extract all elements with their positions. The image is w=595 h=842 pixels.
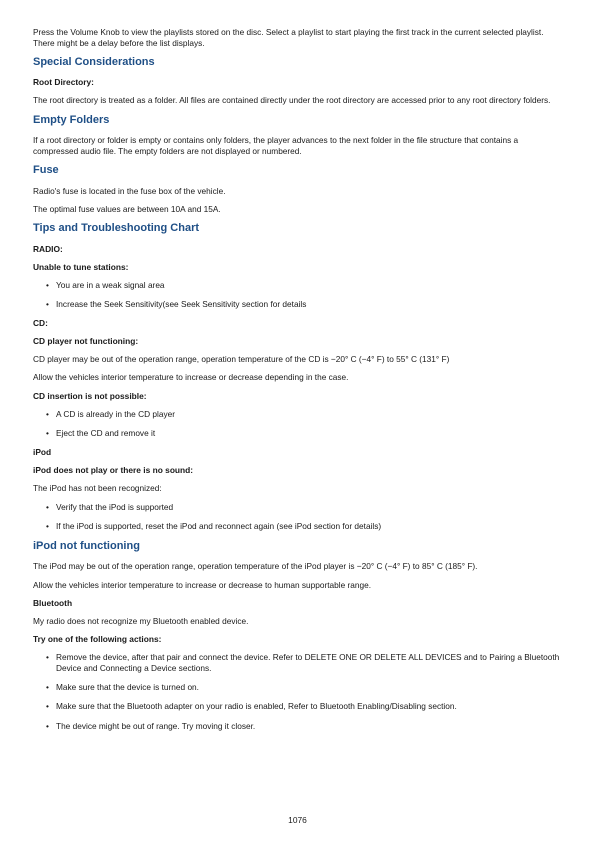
cd-label: CD: bbox=[33, 318, 48, 329]
ipod-list bbox=[33, 502, 563, 532]
intro-paragraph: Press the Volume Knob to view the playlists stored on the disc. Select a playlist to start playing the first track in the current selected playlist. There might be a delay before the list displays. bbox=[33, 27, 544, 48]
radio-label: RADIO: bbox=[33, 243, 63, 254]
list-item: • Remove the device, after that pair and connect the device. Refer to DELETE ONE OR DELETE ALL DEVICES and to Pairing a Bluetooth Device and Connecting a Device sections. bbox=[33, 652, 563, 673]
cd-list bbox=[33, 409, 563, 439]
cd-issue-not-functioning: CD player not functioning: bbox=[33, 336, 139, 347]
special-considerations-heading: Special Considerations bbox=[33, 55, 155, 68]
ipod-not-recognized-paragraph: The iPod has not been recognized: bbox=[33, 483, 162, 494]
bluetooth-label: Bluetooth bbox=[33, 598, 73, 609]
manual-page bbox=[33, 27, 563, 740]
list-item: • Eject the CD and remove it bbox=[33, 428, 563, 439]
empty-folders-heading: Empty Folders bbox=[33, 113, 110, 126]
bluetooth-list bbox=[33, 652, 563, 731]
fuse-location-paragraph: Radio's fuse is located in the fuse box of the vehicle. bbox=[33, 185, 226, 196]
list-item: • Make sure that the Bluetooth adapter on your radio is enabled, Refer to Bluetooth Enabling/Disabling section. bbox=[33, 701, 563, 712]
ipod-issue: iPod does not play or there is no sound: bbox=[33, 465, 194, 476]
list-item: • Increase the Seek Sensitivity(see Seek Sensitivity section for details bbox=[33, 299, 563, 310]
cd-allow-paragraph: Allow the vehicles interior temperature to increase or decrease depending in the case. bbox=[33, 372, 349, 383]
radio-issue: Unable to tune stations: bbox=[33, 261, 129, 272]
tips-troubleshooting-heading: Tips and Troubleshooting Chart bbox=[33, 222, 200, 235]
list-item: • A CD is already in the CD player bbox=[33, 409, 563, 420]
ipod-temperature-paragraph: The iPod may be out of the operation range, operation temperature of the iPod player is −20° C (−4° F) to 85° C (185° F). bbox=[33, 561, 478, 572]
fuse-heading: Fuse bbox=[33, 164, 59, 177]
empty-folders-paragraph: If a root directory or folder is empty or contains only folders, the player advances to the next folder in the file structure that contains a compressed audio file. The empty folders are not displayed or numbered. bbox=[33, 135, 519, 156]
list-item: • The device might be out of range. Try moving it closer. bbox=[33, 721, 563, 732]
root-directory-paragraph: The root directory is treated as a folder. All files are contained directly under the root directory are accessed prior to any root directory folders. bbox=[33, 95, 551, 106]
cd-issue-insertion: CD insertion is not possible: bbox=[33, 390, 147, 401]
page-number: 1076 bbox=[288, 815, 307, 825]
bluetooth-problem-paragraph: My radio does not recognize my Bluetooth enabled device. bbox=[33, 616, 249, 627]
cd-temperature-paragraph: CD player may be out of the operation range, operation temperature of the CD is −20° C (−4° F) to 55° C (131° F) bbox=[33, 354, 450, 364]
radio-list bbox=[33, 280, 563, 310]
ipod-not-functioning-heading: iPod not functioning bbox=[33, 539, 140, 552]
list-item: • Make sure that the device is turned on. bbox=[33, 682, 563, 693]
list-item: • Verify that the iPod is supported bbox=[33, 502, 563, 513]
root-directory-label: Root Directory: bbox=[33, 77, 94, 88]
list-item: • You are in a weak signal area bbox=[33, 280, 563, 291]
ipod-allow-paragraph: Allow the vehicles interior temperature to increase or decrease to human supportable range. bbox=[33, 579, 372, 590]
list-item: • If the iPod is supported, reset the iPod and reconnect again (see iPod section for details) bbox=[33, 521, 563, 532]
fuse-values-paragraph: The optimal fuse values are between 10A and 15A. bbox=[33, 203, 221, 214]
ipod-label: iPod bbox=[33, 447, 52, 458]
bluetooth-actions-label: Try one of the following actions: bbox=[33, 634, 162, 645]
